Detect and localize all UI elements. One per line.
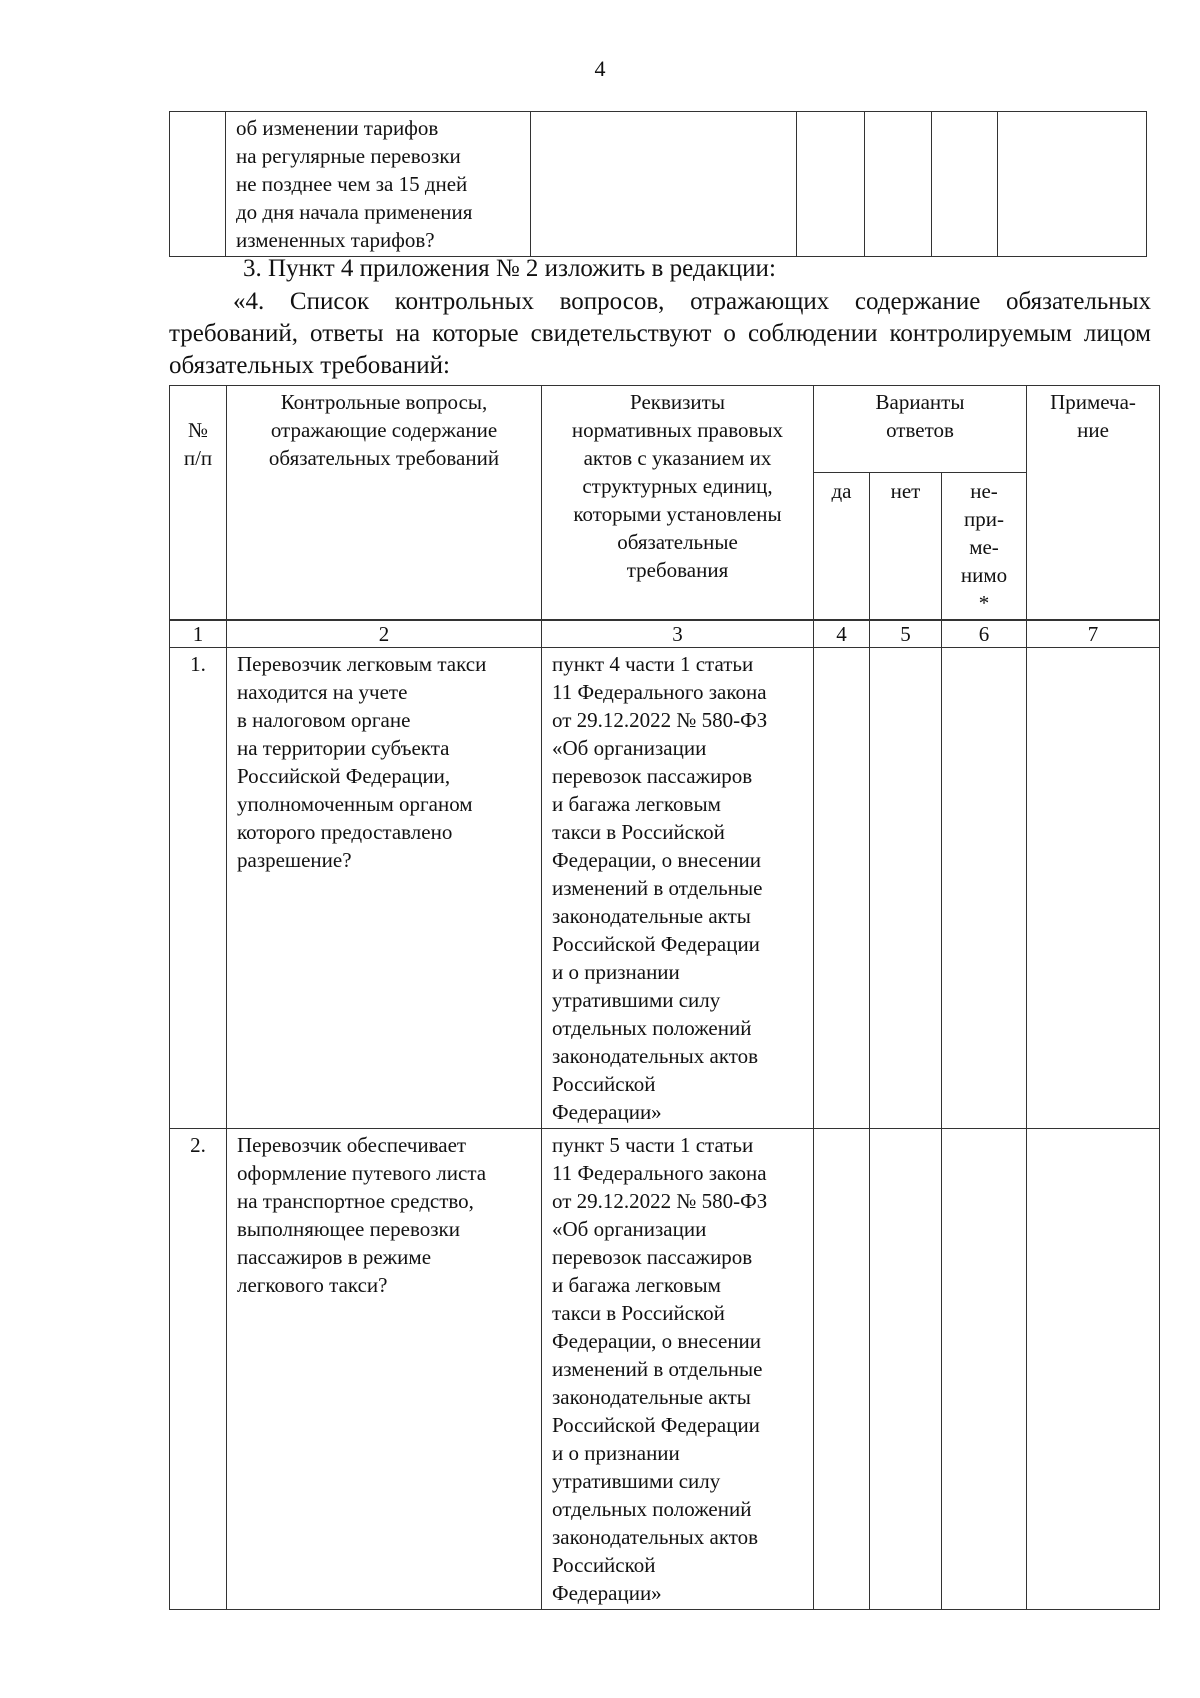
column-number: 2 [227, 620, 542, 648]
row-no-cell [870, 1129, 942, 1610]
column-number: 6 [942, 620, 1027, 648]
table-row [170, 1129, 1160, 1610]
row-no-cell [870, 648, 942, 1129]
paragraph-amendment: 3. Пункт 4 приложения № 2 изложить в редакции: [243, 255, 776, 282]
checklist-table [169, 385, 1160, 1610]
column-number: 1 [170, 620, 227, 648]
paragraph-list-intro: «4. Список контрольных вопросов, отражающих содержание обязательных требований, ответы на которые свидетельствуют о соблюдении контролируемым лицом обязательных требований: [169, 288, 1151, 379]
carry-num-cell [170, 112, 226, 257]
header-requisites: Реквизиты нормативных правовых актов с указанием их структурных единиц, которыми установлены обязательные требования [542, 386, 814, 621]
table-row [170, 648, 1160, 1129]
page-number: 4 [594, 56, 606, 81]
row-na-cell [942, 648, 1027, 1129]
row-number: 2. [170, 1129, 227, 1610]
header-questions: Контрольные вопросы, отражающие содержание обязательных требований [227, 386, 542, 621]
column-number: 3 [542, 620, 814, 648]
column-number: 7 [1027, 620, 1160, 648]
row-question: Перевозчик обеспечивает оформление путевого листа на транспортное средство, выполняющее перевозки пассажиров в режиме легкового такси? [227, 1129, 542, 1610]
row-requisite: пункт 5 части 1 статьи 11 Федерального закона от 29.12.2022 № 580-ФЗ «Об организации перевозок пассажиров и багажа легковым такси в Российской Федерации, о внесении изменений в отдельные законодательные акты Российской Федерации и о признании утратившими силу отдельных положений законодательных актов Российской Федерации» [542, 1129, 814, 1610]
header-yes: да [814, 473, 870, 621]
row-yes-cell [814, 1129, 870, 1610]
table-header-row [170, 386, 1160, 473]
carry-no-cell [865, 112, 932, 257]
row-na-cell [942, 1129, 1027, 1610]
header-not-applicable: не- при- ме- нимо * [942, 473, 1027, 621]
carry-over-table [169, 111, 1147, 257]
carry-na-cell [932, 112, 998, 257]
header-num: № п/п [170, 386, 227, 621]
row-yes-cell [814, 648, 870, 1129]
table-row [170, 112, 1147, 257]
row-requisite: пункт 4 части 1 статьи 11 Федерального закона от 29.12.2022 № 580-ФЗ «Об организации перевозок пассажиров и багажа легковым такси в Российской Федерации, о внесении изменений в отдельные законодательные акты Российской Федерации и о признании утратившими силу отдельных положений законодательных актов Российской Федерации» [542, 648, 814, 1129]
header-answers: Варианты ответов [814, 386, 1027, 473]
header-note: Примеча- ние [1027, 386, 1160, 621]
column-number: 4 [814, 620, 870, 648]
column-number: 5 [870, 620, 942, 648]
header-no: нет [870, 473, 942, 621]
carry-requisite-cell [531, 112, 797, 257]
column-number-row [170, 620, 1160, 648]
row-number: 1. [170, 648, 227, 1129]
carry-note-cell [998, 112, 1147, 257]
carry-yes-cell [797, 112, 865, 257]
carry-question-cell: об изменении тарифов на регулярные перевозки не позднее чем за 15 дней до дня начала применения измененных тарифов? [226, 112, 531, 257]
row-note-cell [1027, 648, 1160, 1129]
row-note-cell [1027, 1129, 1160, 1610]
row-question: Перевозчик легковым такси находится на учете в налоговом органе на территории субъекта Российской Федерации, уполномоченным органом которого предоставлено разрешение? [227, 648, 542, 1129]
